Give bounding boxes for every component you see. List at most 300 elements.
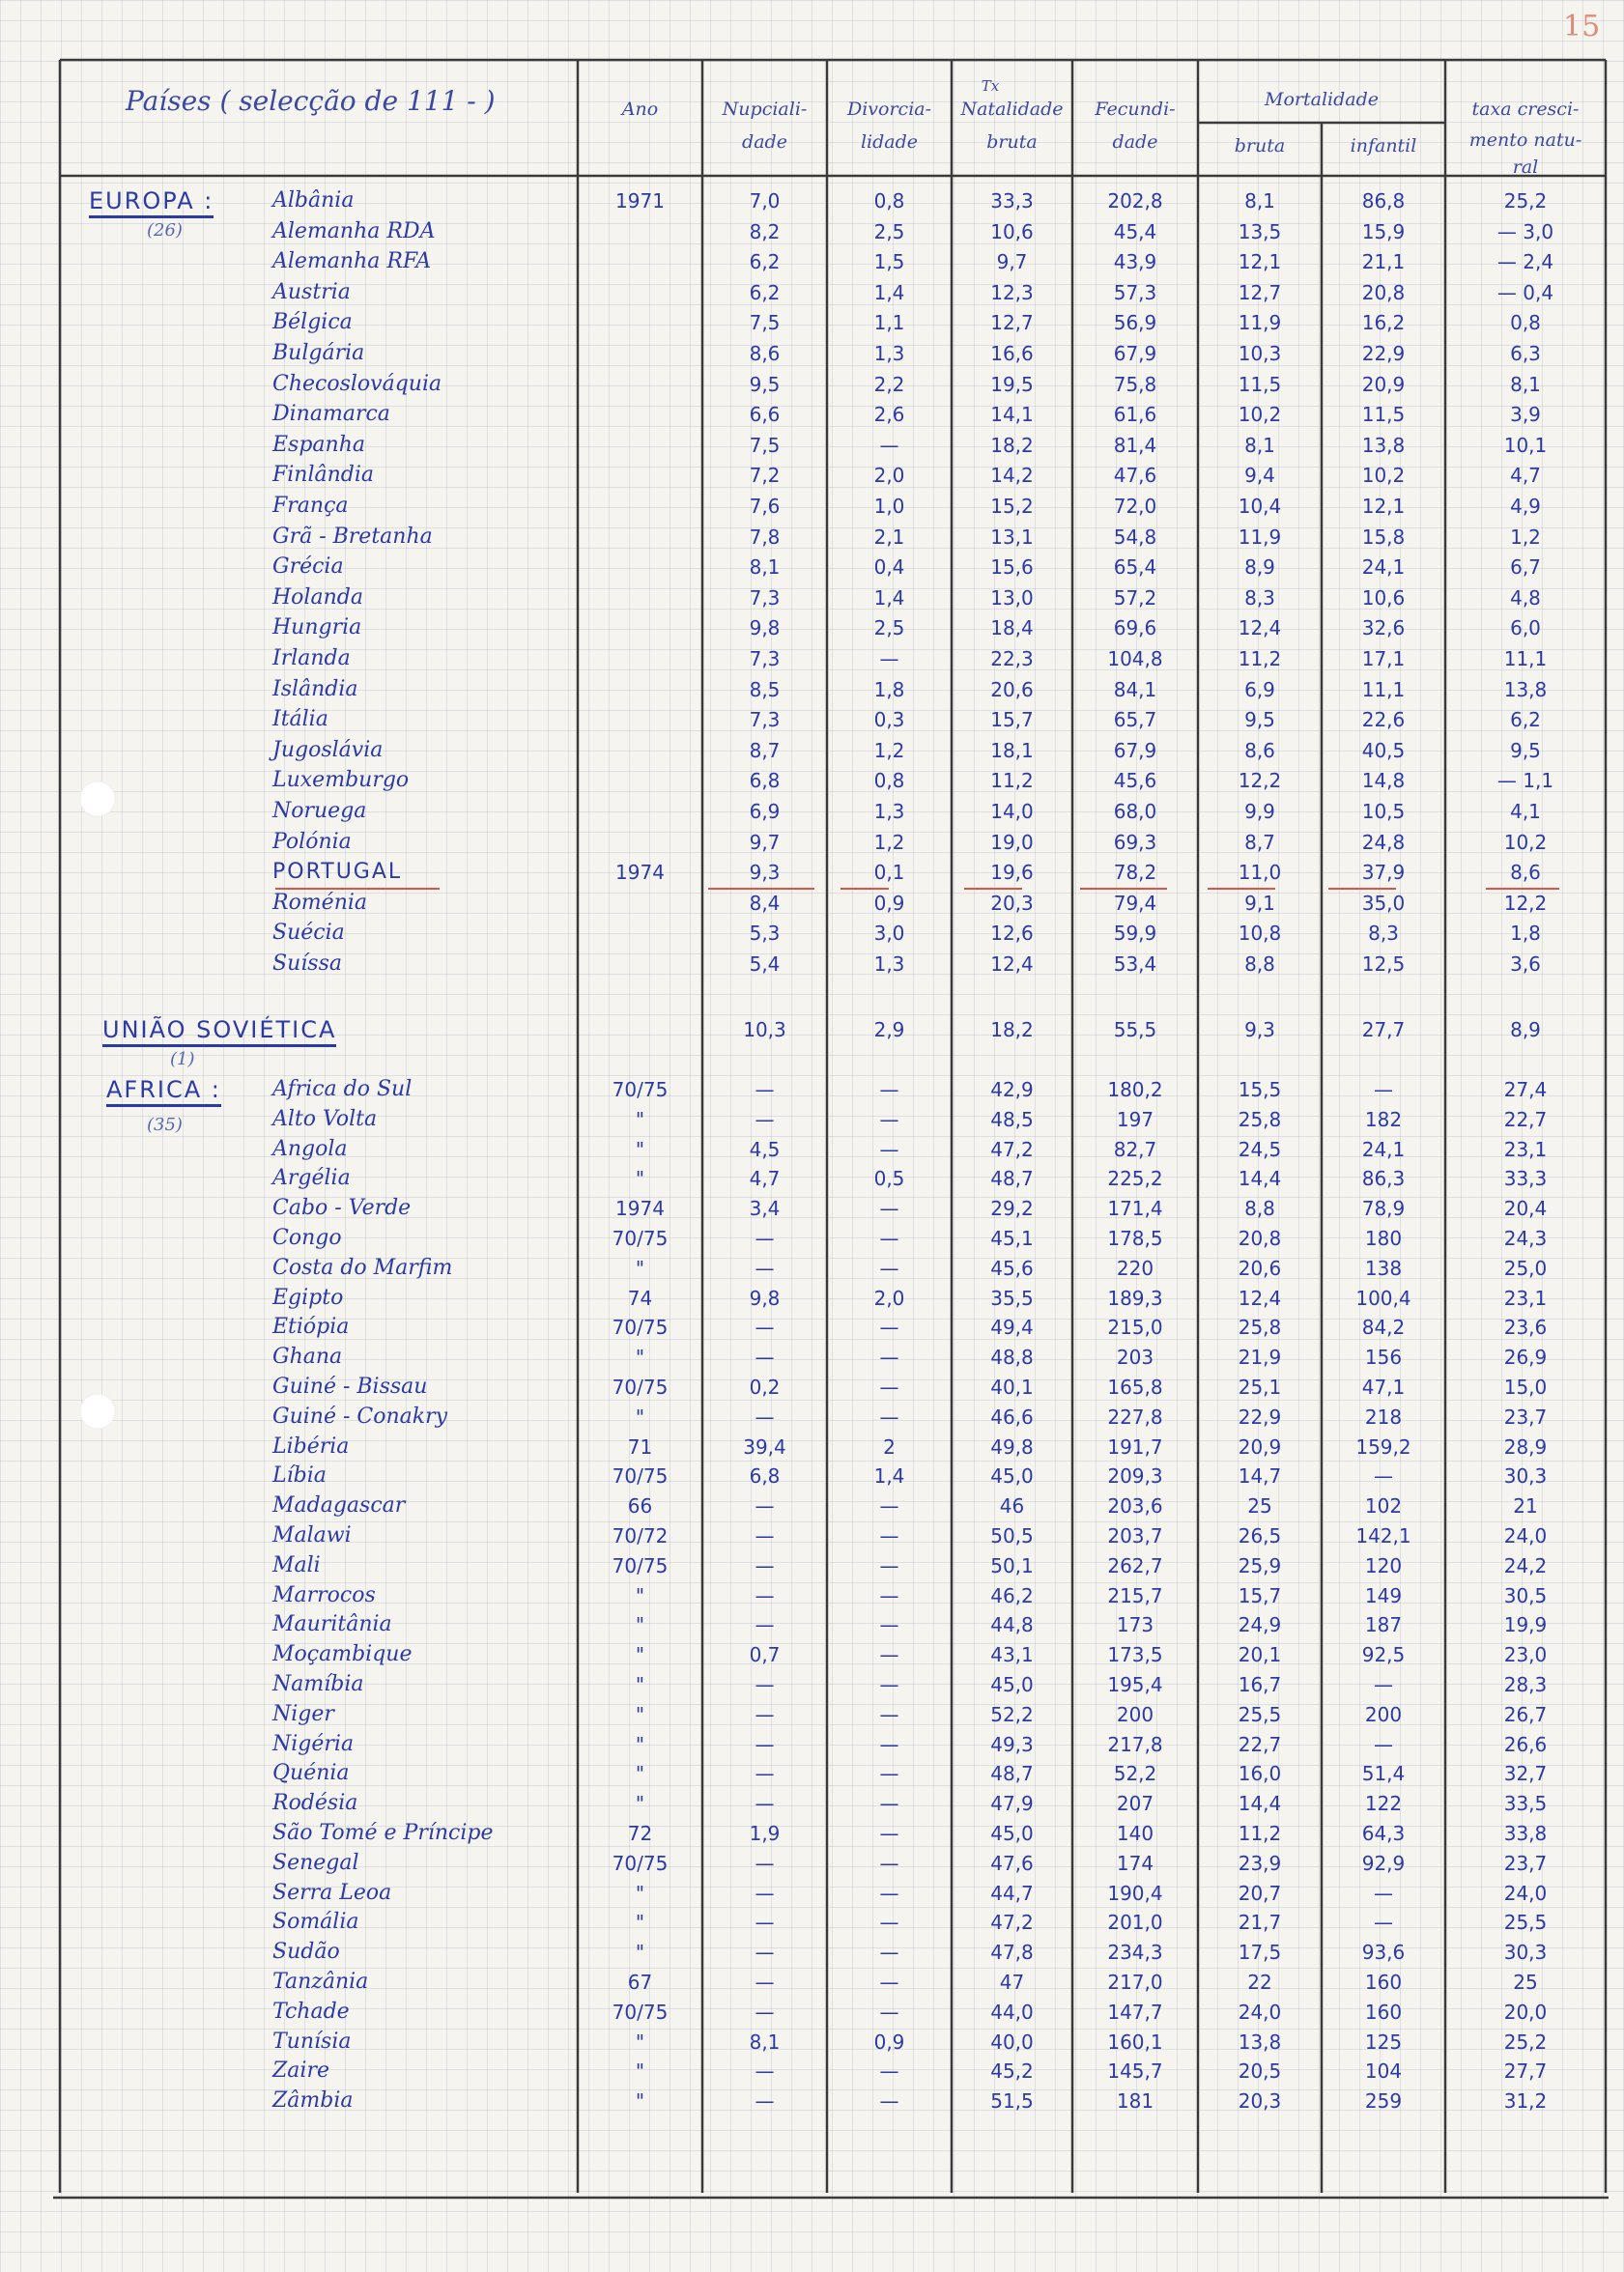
cell-fecundidade: 47,6 [1113, 464, 1157, 488]
cell-nupcialidade: — [755, 1078, 775, 1101]
cell-natalidade: 20,3 [990, 891, 1034, 915]
cell-fecundidade: 201,0 [1107, 1911, 1163, 1935]
cell-country: Bulgária [272, 341, 365, 365]
cell-country: Irlanda [272, 646, 351, 670]
cell-mortalidade-bruta: 8,9 [1244, 555, 1275, 580]
cell-nupcialidade: — [755, 1851, 775, 1875]
cell-mortalidade-bruta: 9,9 [1244, 800, 1275, 823]
cell-divorcialidade: — [879, 1971, 899, 1994]
cell-nupcialidade: 8,1 [749, 555, 781, 580]
cell-taxa-crescimento: 26,9 [1503, 1346, 1548, 1370]
cell-mortalidade-infantil: 200 [1364, 1702, 1403, 1726]
cell-divorcialidade: 0,3 [873, 708, 905, 732]
cell-divorcialidade: 1,4 [873, 1464, 905, 1489]
corner-page-mark: 15 [1563, 10, 1601, 43]
cell-natalidade: 40,1 [990, 1376, 1034, 1399]
cell-divorcialidade: 1,2 [873, 738, 905, 762]
cell-mortalidade-bruta: 10,4 [1238, 495, 1282, 518]
cell-nupcialidade: — [755, 1107, 775, 1131]
cell-country: Mali [272, 1552, 321, 1577]
cell-mortalidade-bruta: 8,1 [1244, 433, 1275, 457]
cell-year: 67 [627, 1971, 653, 1994]
cell-country: Guiné - Conakry [272, 1404, 448, 1429]
cell-divorcialidade: 1,3 [873, 342, 905, 365]
cell-divorcialidade: — [879, 1851, 899, 1875]
cell-divorcialidade: — [879, 1732, 899, 1756]
cell-year: " [635, 1941, 645, 1965]
cell-country: Tunísia [272, 2029, 352, 2054]
cell-mortalidade-infantil: 156 [1364, 1346, 1403, 1370]
cell-country: Namíbia [272, 1672, 364, 1696]
cell-mortalidade-bruta: 14,4 [1238, 1792, 1282, 1816]
cell-natalidade: 46,6 [990, 1405, 1034, 1429]
cell-year: " [635, 1256, 645, 1280]
cell-nupcialidade: 7,5 [749, 433, 781, 457]
cell-taxa-crescimento: 23,6 [1503, 1316, 1548, 1340]
cell-natalidade: 33,3 [990, 189, 1034, 213]
cell-year: " [635, 2059, 645, 2084]
cell-fecundidade: 57,2 [1113, 585, 1157, 610]
cell-mortalidade-infantil: 15,8 [1361, 525, 1406, 549]
cell-country: Zaire [272, 2059, 329, 2084]
cell-nupcialidade: 5,4 [749, 952, 781, 976]
cell-country: Malawi [272, 1523, 352, 1548]
cell-divorcialidade: 1,3 [873, 952, 905, 976]
cell-mortalidade-infantil: — [1374, 1911, 1393, 1935]
cell-natalidade: 45,0 [990, 1464, 1034, 1489]
cell-divorcialidade: 2,2 [873, 372, 905, 396]
region-uniao-sovietica: UNIÃO SOVIÉTICA [102, 1015, 336, 1047]
cell-natalidade: 45,0 [990, 1822, 1034, 1845]
cell-country: França [272, 494, 349, 518]
cell-natalidade: 40,0 [990, 2030, 1034, 2054]
cell-country: Noruega [272, 799, 367, 823]
cell-country: Líbia [272, 1463, 327, 1489]
cell-divorcialidade: — [879, 1524, 899, 1548]
cell-natalidade: 15,2 [990, 495, 1034, 518]
cell-natalidade: 48,8 [990, 1346, 1034, 1370]
cell-year: 1974 [615, 1197, 665, 1221]
cell-natalidade: 45,1 [990, 1227, 1034, 1250]
cell-mortalidade-bruta: 23,9 [1238, 1851, 1282, 1875]
cell-taxa-crescimento: 31,2 [1503, 2089, 1548, 2114]
cell-natalidade: 11,2 [990, 769, 1034, 793]
cell-fecundidade: 72,0 [1113, 495, 1157, 518]
cell-taxa-crescimento: 30,5 [1503, 1583, 1548, 1607]
cell-divorcialidade: — [879, 1346, 899, 1370]
region-europa-count: (26) [147, 220, 183, 241]
cell-divorcialidade: 0,9 [873, 891, 905, 915]
cell-mortalidade-bruta: 25 [1247, 1494, 1272, 1519]
cell-taxa-crescimento: 3,6 [1510, 952, 1541, 976]
header-natalidade-note: Tx [981, 77, 1000, 95]
cell-mortalidade-bruta: 11,0 [1238, 861, 1282, 885]
region-africa: AFRICA : [106, 1075, 221, 1107]
cell-mortalidade-infantil: 160 [1364, 1971, 1403, 1994]
cell-nupcialidade: — [755, 1524, 775, 1548]
cell-divorcialidade: 0,1 [873, 861, 905, 885]
cell-divorcialidade: — [879, 1673, 899, 1696]
cell-nupcialidade: 10,3 [743, 1018, 786, 1041]
cell-nupcialidade: 7,8 [749, 525, 781, 549]
cell-fecundidade: 173,5 [1107, 1643, 1163, 1667]
cell-fecundidade: 55,5 [1113, 1018, 1157, 1041]
cell-mortalidade-infantil: 24,1 [1361, 1137, 1406, 1161]
cell-fecundidade: 165,8 [1107, 1376, 1163, 1399]
cell-divorcialidade: 2,1 [873, 525, 905, 549]
cell-divorcialidade: — [879, 1376, 899, 1399]
cell-mortalidade-infantil: 51,4 [1361, 1762, 1406, 1786]
cell-mortalidade-infantil: 11,1 [1361, 677, 1406, 701]
cell-fecundidade: 217,0 [1107, 1971, 1163, 1994]
cell-taxa-crescimento: 28,3 [1503, 1673, 1548, 1696]
cell-natalidade: 18,2 [990, 433, 1034, 457]
cell-divorcialidade: 1,0 [873, 495, 905, 518]
cell-divorcialidade: 2,0 [873, 464, 905, 488]
cell-year: " [635, 1762, 645, 1786]
cell-taxa-crescimento: — 3,0 [1496, 219, 1554, 243]
cell-mortalidade-infantil: — [1374, 1078, 1393, 1101]
cell-taxa-crescimento: 4,1 [1510, 800, 1541, 823]
cell-nupcialidade: — [755, 2000, 775, 2024]
cell-year: " [635, 1346, 645, 1370]
cell-nupcialidade: — [755, 1346, 775, 1370]
cell-fecundidade: 43,9 [1113, 250, 1157, 274]
cell-mortalidade-infantil: 159,2 [1355, 1434, 1411, 1459]
cell-country: Suíssa [272, 951, 342, 976]
cell-nupcialidade: 8,2 [749, 219, 781, 243]
cell-fecundidade: 190,4 [1107, 1881, 1163, 1905]
cell-divorcialidade: — [879, 1553, 899, 1577]
cell-taxa-crescimento: 1,2 [1510, 525, 1541, 549]
cell-divorcialidade: — [879, 647, 899, 670]
cell-mortalidade-bruta: 8,8 [1244, 952, 1275, 976]
cell-natalidade: 20,6 [990, 677, 1034, 701]
cell-divorcialidade: — [879, 2000, 899, 2024]
cell-mortalidade-bruta: 20,3 [1238, 2089, 1282, 2114]
cell-mortalidade-infantil: 86,8 [1361, 189, 1406, 213]
cell-mortalidade-bruta: 12,4 [1238, 1286, 1282, 1310]
cell-divorcialidade: 2,0 [873, 1286, 905, 1310]
cell-fecundidade: 53,4 [1113, 952, 1157, 976]
cell-taxa-crescimento: — 0,4 [1496, 280, 1554, 304]
cell-mortalidade-infantil: 125 [1364, 2030, 1403, 2054]
cell-nupcialidade: 9,8 [749, 616, 781, 640]
cell-nupcialidade: 8,6 [749, 342, 781, 365]
header-fecundidade-2: dade [1112, 131, 1158, 153]
cell-taxa-crescimento: 15,0 [1503, 1376, 1548, 1399]
cell-taxa-crescimento: — 1,1 [1496, 769, 1554, 793]
cell-mortalidade-bruta: 25,9 [1238, 1553, 1282, 1577]
cell-fecundidade: 67,9 [1113, 342, 1157, 365]
cell-mortalidade-bruta: 20,1 [1238, 1643, 1282, 1667]
cell-mortalidade-bruta: 11,2 [1238, 1822, 1282, 1845]
cell-mortalidade-infantil: — [1374, 1673, 1393, 1696]
cell-nupcialidade: 7,3 [749, 647, 781, 670]
cell-taxa-crescimento: 6,2 [1510, 708, 1541, 732]
cell-divorcialidade: 1,3 [873, 800, 905, 823]
cell-mortalidade-bruta: 21,9 [1238, 1346, 1282, 1370]
cell-mortalidade-infantil: 86,3 [1361, 1167, 1406, 1191]
header-natalidade-1: Natalidade [960, 99, 1064, 120]
cell-year: 72 [627, 1822, 653, 1845]
cell-mortalidade-bruta: 8,3 [1244, 585, 1275, 610]
cell-fecundidade: 68,0 [1113, 800, 1157, 823]
header-natalidade-2: bruta [986, 131, 1038, 153]
cell-year: 66 [627, 1494, 653, 1519]
cell-mortalidade-bruta: 22,9 [1238, 1405, 1282, 1429]
cell-mortalidade-bruta: 13,5 [1238, 219, 1282, 243]
cell-taxa-crescimento: 26,6 [1503, 1732, 1548, 1756]
cell-divorcialidade: 2,5 [873, 616, 905, 640]
cell-taxa-crescimento: 25,0 [1503, 1256, 1548, 1280]
cell-fecundidade: 140 [1116, 1822, 1154, 1845]
cell-fecundidade: 234,3 [1107, 1941, 1163, 1965]
cell-fecundidade: 82,7 [1113, 1137, 1157, 1161]
cell-country: Angola [272, 1136, 348, 1161]
cell-mortalidade-infantil: 122 [1364, 1792, 1403, 1816]
cell-nupcialidade: 6,9 [749, 800, 781, 823]
cell-taxa-crescimento: 24,2 [1503, 1553, 1548, 1577]
cell-divorcialidade: — [879, 1822, 899, 1845]
cell-mortalidade-infantil: 17,1 [1361, 647, 1406, 670]
cell-natalidade: 52,2 [990, 1702, 1034, 1726]
cell-mortalidade-bruta: 12,7 [1238, 280, 1282, 304]
cell-taxa-crescimento: 24,0 [1503, 1881, 1548, 1905]
cell-country: Senegal [272, 1850, 359, 1875]
cell-fecundidade: 104,8 [1107, 647, 1163, 670]
cell-country: Rodésia [272, 1791, 358, 1816]
cell-natalidade: 12,4 [990, 952, 1034, 976]
cell-nupcialidade: 4,7 [749, 1167, 781, 1191]
cell-fecundidade: 45,4 [1113, 219, 1157, 243]
cell-country: Libéria [272, 1434, 350, 1459]
cell-country: Grécia [272, 554, 344, 580]
cell-fecundidade: 56,9 [1113, 311, 1157, 335]
cell-natalidade: 19,6 [990, 861, 1034, 885]
cell-taxa-crescimento: 6,7 [1510, 555, 1541, 580]
cell-taxa-crescimento: 25,2 [1503, 189, 1548, 213]
cell-nupcialidade: 7,5 [749, 311, 781, 335]
cell-country: Argélia [272, 1166, 351, 1191]
cell-country: Luxemburgo [272, 768, 410, 793]
cell-mortalidade-bruta: 10,3 [1238, 342, 1282, 365]
cell-fecundidade: 171,4 [1107, 1197, 1163, 1221]
cell-mortalidade-bruta: 22,7 [1238, 1732, 1282, 1756]
cell-taxa-crescimento: 25,2 [1503, 2030, 1548, 2054]
cell-country: Etiópia [272, 1315, 350, 1340]
header-taxa-3: ral [1512, 156, 1539, 178]
cell-divorcialidade: 0,4 [873, 555, 905, 580]
cell-year: 70/75 [612, 1316, 669, 1340]
cell-nupcialidade: 8,1 [749, 2030, 781, 2054]
cell-nupcialidade: — [755, 1911, 775, 1935]
cell-mortalidade-bruta: 9,5 [1244, 708, 1275, 732]
cell-taxa-crescimento: 22,7 [1503, 1107, 1548, 1131]
cell-fecundidade: 202,8 [1107, 189, 1163, 213]
cell-nupcialidade: 8,5 [749, 677, 781, 701]
cell-country: PORTUGAL [272, 860, 403, 885]
cell-country: Sudão [272, 1940, 340, 1965]
cell-country: Alto Volta [272, 1106, 378, 1131]
cell-nupcialidade: 7,3 [749, 585, 781, 610]
cell-natalidade: 15,6 [990, 555, 1034, 580]
cell-mortalidade-bruta: 20,5 [1238, 2059, 1282, 2084]
cell-country: Costa do Marfim [272, 1255, 453, 1280]
cell-country: Alemanha RFA [272, 249, 432, 274]
cell-mortalidade-infantil: 138 [1364, 1256, 1403, 1280]
cell-mortalidade-bruta: 15,5 [1238, 1078, 1282, 1101]
cell-divorcialidade: 1,2 [873, 830, 905, 854]
cell-fecundidade: 45,6 [1113, 769, 1157, 793]
cell-natalidade: 45,0 [990, 1673, 1034, 1696]
cell-divorcialidade: — [879, 1762, 899, 1786]
cell-year: 70/75 [612, 1851, 669, 1875]
cell-taxa-crescimento: 3,9 [1510, 403, 1541, 427]
cell-nupcialidade: — [755, 1494, 775, 1519]
cell-fecundidade: 65,7 [1113, 708, 1157, 732]
cell-natalidade: 13,1 [990, 525, 1034, 549]
cell-taxa-crescimento: 4,8 [1510, 585, 1541, 610]
cell-nupcialidade: 6,6 [749, 403, 781, 427]
cell-mortalidade-infantil: 13,8 [1361, 433, 1406, 457]
cell-year: " [635, 1911, 645, 1935]
cell-taxa-crescimento: 24,0 [1503, 1524, 1548, 1548]
cell-nupcialidade: 8,7 [749, 738, 781, 762]
cell-mortalidade-bruta: 25,5 [1238, 1702, 1282, 1726]
cell-year: 1974 [615, 861, 665, 885]
cell-divorcialidade: — [879, 1107, 899, 1131]
cell-fecundidade: 203,7 [1107, 1524, 1163, 1548]
cell-mortalidade-bruta: 12,2 [1238, 769, 1282, 793]
cell-natalidade: 47 [999, 1971, 1025, 1994]
cell-country: Moçambique [272, 1642, 413, 1667]
cell-fecundidade: 262,7 [1107, 1553, 1163, 1577]
cell-divorcialidade: — [879, 1256, 899, 1280]
cell-taxa-crescimento: 28,9 [1503, 1434, 1548, 1459]
cell-fecundidade: 227,8 [1107, 1405, 1163, 1429]
cell-taxa-crescimento: 8,1 [1510, 372, 1541, 396]
cell-country: Quénia [272, 1761, 350, 1786]
cell-mortalidade-bruta: 8,1 [1244, 189, 1275, 213]
cell-mortalidade-infantil: 12,5 [1361, 952, 1406, 976]
cell-country: Congo [272, 1226, 342, 1250]
cell-divorcialidade: 1,5 [873, 250, 905, 274]
cell-taxa-crescimento: 10,2 [1503, 830, 1548, 854]
cell-mortalidade-bruta: 10,8 [1238, 922, 1282, 946]
cell-natalidade: 49,4 [990, 1316, 1034, 1340]
cell-mortalidade-infantil: — [1374, 1464, 1393, 1489]
cell-nupcialidade: — [755, 1583, 775, 1607]
cell-taxa-crescimento: 6,3 [1510, 342, 1541, 365]
header-taxa-2: mento natu- [1468, 129, 1582, 151]
cell-fecundidade: 215,0 [1107, 1316, 1163, 1340]
cell-natalidade: 47,8 [990, 1941, 1034, 1965]
cell-mortalidade-infantil: 259 [1364, 2089, 1403, 2114]
cell-mortalidade-bruta: 8,7 [1244, 830, 1275, 854]
header-mortalidade-bruta: bruta [1234, 135, 1286, 156]
cell-mortalidade-infantil: 37,9 [1361, 861, 1406, 885]
cell-fecundidade: 57,3 [1113, 280, 1157, 304]
cell-nupcialidade: — [755, 1227, 775, 1250]
cell-natalidade: 45,6 [990, 1256, 1034, 1280]
cell-natalidade: 12,6 [990, 922, 1034, 946]
cell-country: Holanda [272, 584, 363, 610]
cell-taxa-crescimento: 9,5 [1510, 738, 1541, 762]
cell-fecundidade: 203 [1116, 1346, 1154, 1370]
cell-natalidade: 50,1 [990, 1553, 1034, 1577]
cell-country: Madagascar [272, 1493, 406, 1519]
cell-nupcialidade: 9,8 [749, 1286, 781, 1310]
cell-country: Tanzânia [272, 1970, 369, 1994]
cell-natalidade: 50,5 [990, 1524, 1034, 1548]
cell-mortalidade-bruta: 8,6 [1244, 738, 1275, 762]
cell-mortalidade-bruta: 11,9 [1238, 525, 1282, 549]
cell-fecundidade: 61,6 [1113, 403, 1157, 427]
cell-country: Hungria [272, 615, 362, 640]
cell-mortalidade-bruta: 20,9 [1238, 1434, 1282, 1459]
cell-natalidade: 47,2 [990, 1911, 1034, 1935]
cell-fecundidade: 75,8 [1113, 372, 1157, 396]
cell-fecundidade: 59,9 [1113, 922, 1157, 946]
cell-taxa-crescimento: 19,9 [1503, 1613, 1548, 1637]
cell-mortalidade-bruta: 10,2 [1238, 403, 1282, 427]
cell-taxa-crescimento: 33,3 [1503, 1167, 1548, 1191]
cell-country: Espanha [272, 432, 366, 457]
cell-mortalidade-bruta: 8,8 [1244, 1197, 1275, 1221]
cell-fecundidade: 174 [1116, 1851, 1154, 1875]
cell-taxa-crescimento: 4,7 [1510, 464, 1541, 488]
cell-mortalidade-bruta: 22 [1247, 1971, 1272, 1994]
cell-mortalidade-infantil: 35,0 [1361, 891, 1406, 915]
cell-fecundidade: 173 [1116, 1613, 1154, 1637]
cell-year: 1971 [615, 189, 665, 213]
cell-mortalidade-bruta: 14,7 [1238, 1464, 1282, 1489]
cell-mortalidade-infantil: 92,5 [1361, 1643, 1406, 1667]
cell-nupcialidade: — [755, 1702, 775, 1726]
cell-mortalidade-bruta: 26,5 [1238, 1524, 1282, 1548]
cell-taxa-crescimento: 33,5 [1503, 1792, 1548, 1816]
cell-natalidade: 16,6 [990, 342, 1034, 365]
cell-natalidade: 35,5 [990, 1286, 1034, 1310]
cell-country: Nigéria [272, 1731, 355, 1756]
cell-mortalidade-infantil: 78,9 [1361, 1197, 1406, 1221]
cell-nupcialidade: 9,5 [749, 372, 781, 396]
cell-country: Albânia [272, 188, 355, 213]
cell-taxa-crescimento: 1,8 [1510, 922, 1541, 946]
cell-year: " [635, 1702, 645, 1726]
cell-divorcialidade: 1,8 [873, 677, 905, 701]
cell-mortalidade-infantil: 14,8 [1361, 769, 1406, 793]
cell-nupcialidade: 6,8 [749, 769, 781, 793]
header-ano: Ano [621, 99, 659, 120]
cell-mortalidade-infantil: 182 [1364, 1107, 1403, 1131]
cell-country: Egipto [272, 1285, 344, 1310]
cell-taxa-crescimento: 33,8 [1503, 1822, 1548, 1845]
cell-mortalidade-infantil: 32,6 [1361, 616, 1406, 640]
cell-mortalidade-bruta: 11,9 [1238, 311, 1282, 335]
cell-taxa-crescimento: 30,3 [1503, 1941, 1548, 1965]
cell-nupcialidade: 7,3 [749, 708, 781, 732]
cell-natalidade: 48,5 [990, 1107, 1034, 1131]
cell-year: " [635, 1167, 645, 1191]
cell-country: Mauritânia [272, 1612, 392, 1637]
cell-country: Bélgica [272, 310, 353, 335]
cell-natalidade: 42,9 [990, 1078, 1034, 1101]
cell-natalidade: 46 [999, 1494, 1025, 1519]
cell-natalidade: 18,2 [990, 1018, 1034, 1041]
cell-fecundidade: 191,7 [1107, 1434, 1163, 1459]
